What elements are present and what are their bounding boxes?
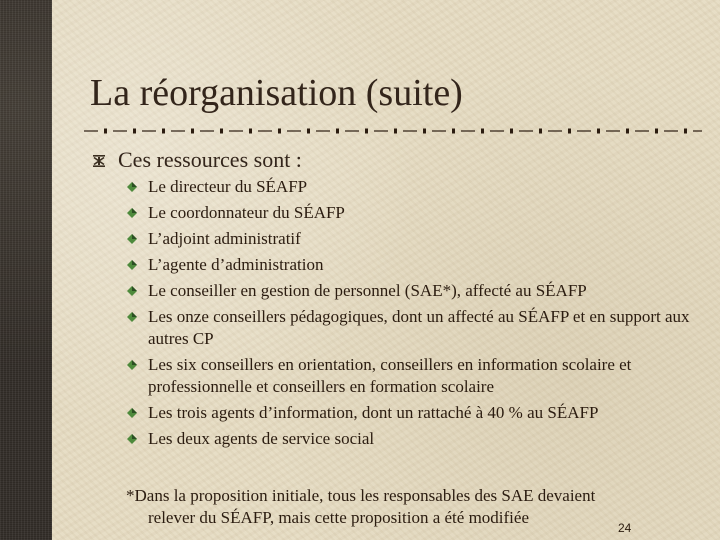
divider-dash [461, 130, 475, 131]
divider-dot [365, 129, 368, 134]
divider-dash [490, 130, 504, 131]
divider-dash [548, 130, 562, 131]
divider-dot [597, 129, 600, 134]
divider-dash [229, 130, 243, 131]
divider-dot [133, 129, 136, 134]
diamond-bullet-icon [127, 208, 137, 218]
level1-bullet-block [92, 146, 692, 174]
list-item [127, 306, 702, 350]
level1-row [92, 146, 692, 174]
list-item-text: Les six conseillers en orientation, conseillers en information scolaire et professionnelle et conseillers en formation scolaire [148, 355, 632, 396]
resource-list [127, 176, 702, 454]
ornament-bullet-icon [92, 154, 106, 168]
divider-dash [171, 130, 185, 131]
divider-dash [374, 130, 388, 131]
list-item [127, 428, 702, 450]
page-number: 24 [618, 521, 632, 535]
level1-heading: Ces ressources sont : [118, 147, 302, 172]
divider-dash [693, 130, 702, 131]
diamond-bullet-icon [127, 286, 137, 296]
divider-dash [287, 130, 301, 131]
list-item [127, 254, 702, 276]
divider-dot [626, 129, 629, 134]
divider-dot [394, 129, 397, 134]
list-item-text: L’adjoint administratif [148, 229, 301, 248]
divider-dash [577, 130, 591, 131]
divider-dot [510, 129, 513, 134]
list-item-text: Les onze conseillers pédagogiques, dont un affecté au SÉAFP et en support aux autres CP [148, 307, 690, 348]
divider-dash [664, 130, 678, 131]
footnote [126, 485, 701, 529]
divider-dot [249, 129, 252, 134]
list-item-text: L’agente d’administration [148, 255, 324, 274]
footnote-line-2: relever du SÉAFP, mais cette proposition a été modifiée [148, 508, 529, 527]
diamond-bullet-icon [127, 408, 137, 418]
divider-dash [200, 130, 214, 131]
divider-dash [113, 130, 127, 131]
divider-dot [104, 129, 107, 134]
list-item [127, 402, 702, 424]
divider-dot [539, 129, 542, 134]
list-item-text: Le coordonnateur du SÉAFP [148, 203, 345, 222]
divider-dash [432, 130, 446, 131]
divider-dot [191, 129, 194, 134]
list-item [127, 280, 702, 302]
divider-dot [568, 129, 571, 134]
divider-dot [307, 129, 310, 134]
divider-dot [684, 129, 687, 134]
divider-dot [162, 129, 165, 134]
divider-dash [258, 130, 272, 131]
divider-dash [635, 130, 649, 131]
divider-dash [142, 130, 156, 131]
title-divider [84, 128, 702, 134]
diamond-bullet-icon [127, 182, 137, 192]
list-item-text: Les trois agents d’information, dont un rattaché à 40 % au SÉAFP [148, 403, 599, 422]
list-item [127, 202, 702, 224]
divider-dot [220, 129, 223, 134]
divider-dash [316, 130, 330, 131]
divider-dash [606, 130, 620, 131]
divider-dash [84, 130, 98, 131]
diamond-bullet-icon [127, 360, 137, 370]
left-decorative-strip [0, 0, 52, 540]
diamond-bullet-icon [127, 312, 137, 322]
diamond-bullet-icon [127, 260, 137, 270]
list-item [127, 228, 702, 250]
diamond-bullet-icon [127, 434, 137, 444]
slide-title: La réorganisation (suite) [90, 72, 463, 114]
list-item-text: Le conseiller en gestion de personnel (SAE*), affecté au SÉAFP [148, 281, 587, 300]
footnote-line-1: *Dans la proposition initiale, tous les responsables des SAE devaient [126, 486, 596, 505]
list-item-text: Le directeur du SÉAFP [148, 177, 308, 196]
divider-dot [452, 129, 455, 134]
divider-dot [278, 129, 281, 134]
list-item [127, 354, 702, 398]
divider-dot [481, 129, 484, 134]
list-item [127, 176, 702, 198]
divider-dot [655, 129, 658, 134]
divider-dot [336, 129, 339, 134]
divider-dot [423, 129, 426, 134]
diamond-bullet-icon [127, 234, 137, 244]
list-item-text: Les deux agents de service social [148, 429, 375, 448]
divider-dash [345, 130, 359, 131]
divider-dash [403, 130, 417, 131]
divider-dash [519, 130, 533, 131]
